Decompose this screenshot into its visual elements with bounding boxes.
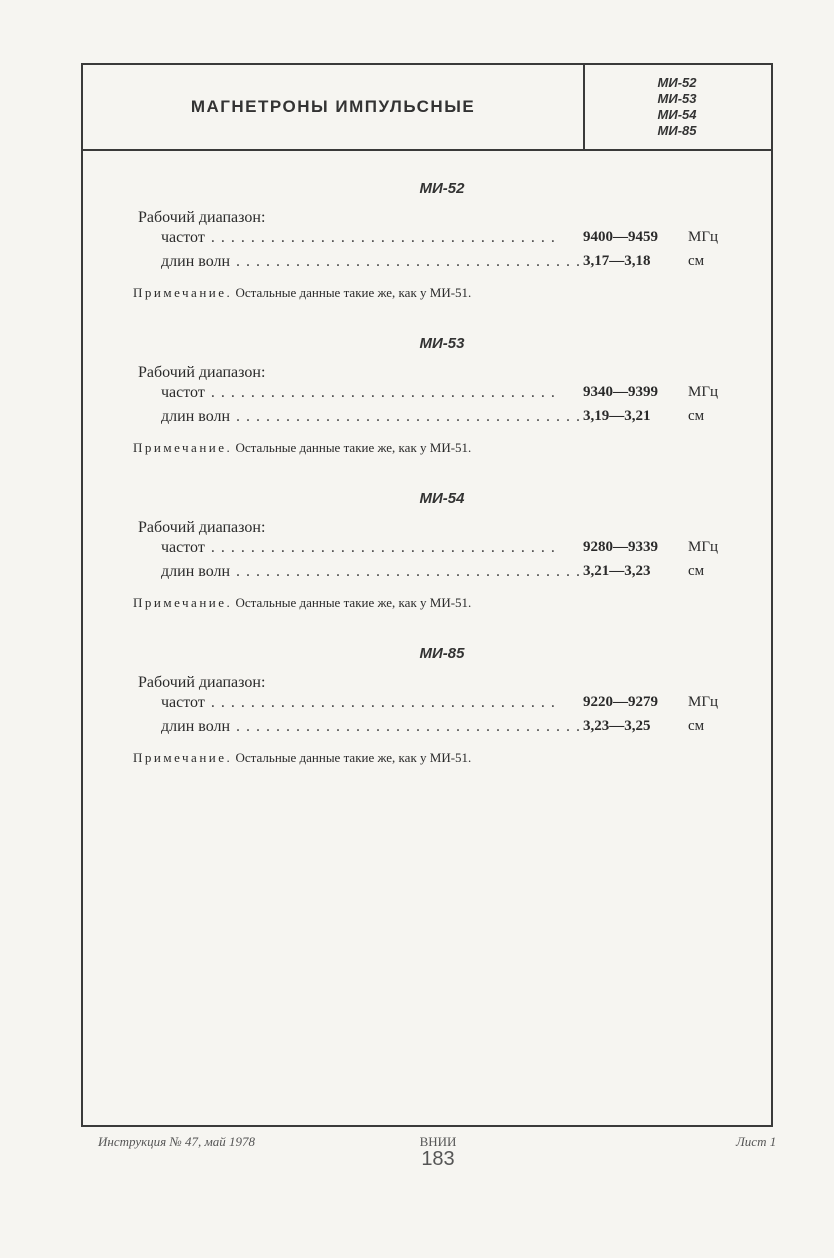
- range-label: Рабочий диапазон:: [138, 209, 266, 226]
- leader-dots: ...................................: [210, 539, 561, 556]
- leader-dots: ...................................: [210, 229, 561, 246]
- note: [133, 750, 771, 766]
- leader-dots: ...................................: [210, 694, 561, 711]
- wavelength-row: [161, 718, 771, 740]
- row-unit: МГц: [688, 539, 719, 555]
- header-title: МАГНЕТРОНЫ ИМПУЛЬСНЫЕ: [83, 65, 585, 149]
- note-label: Примечание.: [133, 440, 233, 455]
- section-mi-54: [83, 490, 771, 611]
- header: [83, 65, 771, 151]
- row-value: 9340—9399: [583, 384, 658, 400]
- row-value: 3,23—3,25: [583, 718, 651, 734]
- row-value: 3,21—3,23: [583, 563, 651, 579]
- wavelength-row: [161, 253, 771, 275]
- row-unit: МГц: [688, 694, 719, 710]
- note-text: Остальные данные такие же, как у МИ-51.: [235, 440, 472, 455]
- row-label: частот: [161, 694, 205, 711]
- section-title: МИ-53: [419, 335, 465, 352]
- range-label: Рабочий диапазон:: [138, 364, 266, 381]
- header-code: МИ-54: [657, 107, 697, 122]
- note: [133, 285, 771, 301]
- frequency-row: [161, 694, 771, 716]
- row-label: частот: [161, 229, 205, 246]
- row-unit: см: [688, 563, 705, 579]
- section-mi-52: [83, 180, 771, 301]
- leader-dots: ...................................: [236, 253, 587, 270]
- footer-organization: ВНИИ: [419, 1134, 457, 1149]
- note: [133, 440, 771, 456]
- note-text: Остальные данные такие же, как у МИ-51.: [235, 595, 472, 610]
- footer-instruction: Инструкция № 47, май 1978: [98, 1134, 256, 1149]
- note-text: Остальные данные такие же, как у МИ-51.: [235, 285, 472, 300]
- leader-dots: ...................................: [236, 563, 587, 580]
- row-unit: МГц: [688, 384, 719, 400]
- note-label: Примечание.: [133, 285, 233, 300]
- section-title: МИ-85: [419, 645, 465, 662]
- note: [133, 595, 771, 611]
- row-unit: см: [688, 718, 705, 734]
- page-number: 183: [421, 1148, 455, 1170]
- leader-dots: ...................................: [236, 718, 587, 735]
- section-title: МИ-54: [419, 490, 465, 507]
- row-value: 3,17—3,18: [583, 253, 651, 269]
- range-label: Рабочий диапазон:: [138, 519, 266, 536]
- wavelength-row: [161, 408, 771, 430]
- section-mi-53: [83, 335, 771, 456]
- frequency-row: [161, 384, 771, 406]
- leader-dots: ...................................: [236, 408, 587, 425]
- frequency-row: [161, 229, 771, 251]
- row-label: длин волн: [161, 253, 231, 270]
- page-frame: [81, 63, 773, 1127]
- footer-sheet: Лист 1: [736, 1134, 777, 1149]
- frequency-row: [161, 539, 771, 561]
- row-value: 9220—9279: [583, 694, 658, 710]
- row-unit: см: [688, 408, 705, 424]
- leader-dots: ...................................: [210, 384, 561, 401]
- row-value: 3,19—3,21: [583, 408, 651, 424]
- range-label: Рабочий диапазон:: [138, 674, 266, 691]
- row-label: частот: [161, 384, 205, 401]
- note-label: Примечание.: [133, 595, 233, 610]
- note-text: Остальные данные такие же, как у МИ-51.: [235, 750, 472, 765]
- row-unit: см: [688, 253, 705, 269]
- header-codes: [583, 65, 771, 149]
- header-code: МИ-52: [657, 75, 697, 90]
- row-label: длин волн: [161, 718, 231, 735]
- row-unit: МГц: [688, 229, 719, 245]
- header-code: МИ-85: [657, 123, 697, 138]
- row-label: длин волн: [161, 408, 231, 425]
- row-label: длин волн: [161, 563, 231, 580]
- row-value: 9280—9339: [583, 539, 658, 555]
- section-mi-85: [83, 645, 771, 766]
- note-label: Примечание.: [133, 750, 233, 765]
- row-label: частот: [161, 539, 205, 556]
- wavelength-row: [161, 563, 771, 585]
- row-value: 9400—9459: [583, 229, 658, 245]
- section-title: МИ-52: [419, 180, 465, 197]
- header-code: МИ-53: [657, 91, 697, 106]
